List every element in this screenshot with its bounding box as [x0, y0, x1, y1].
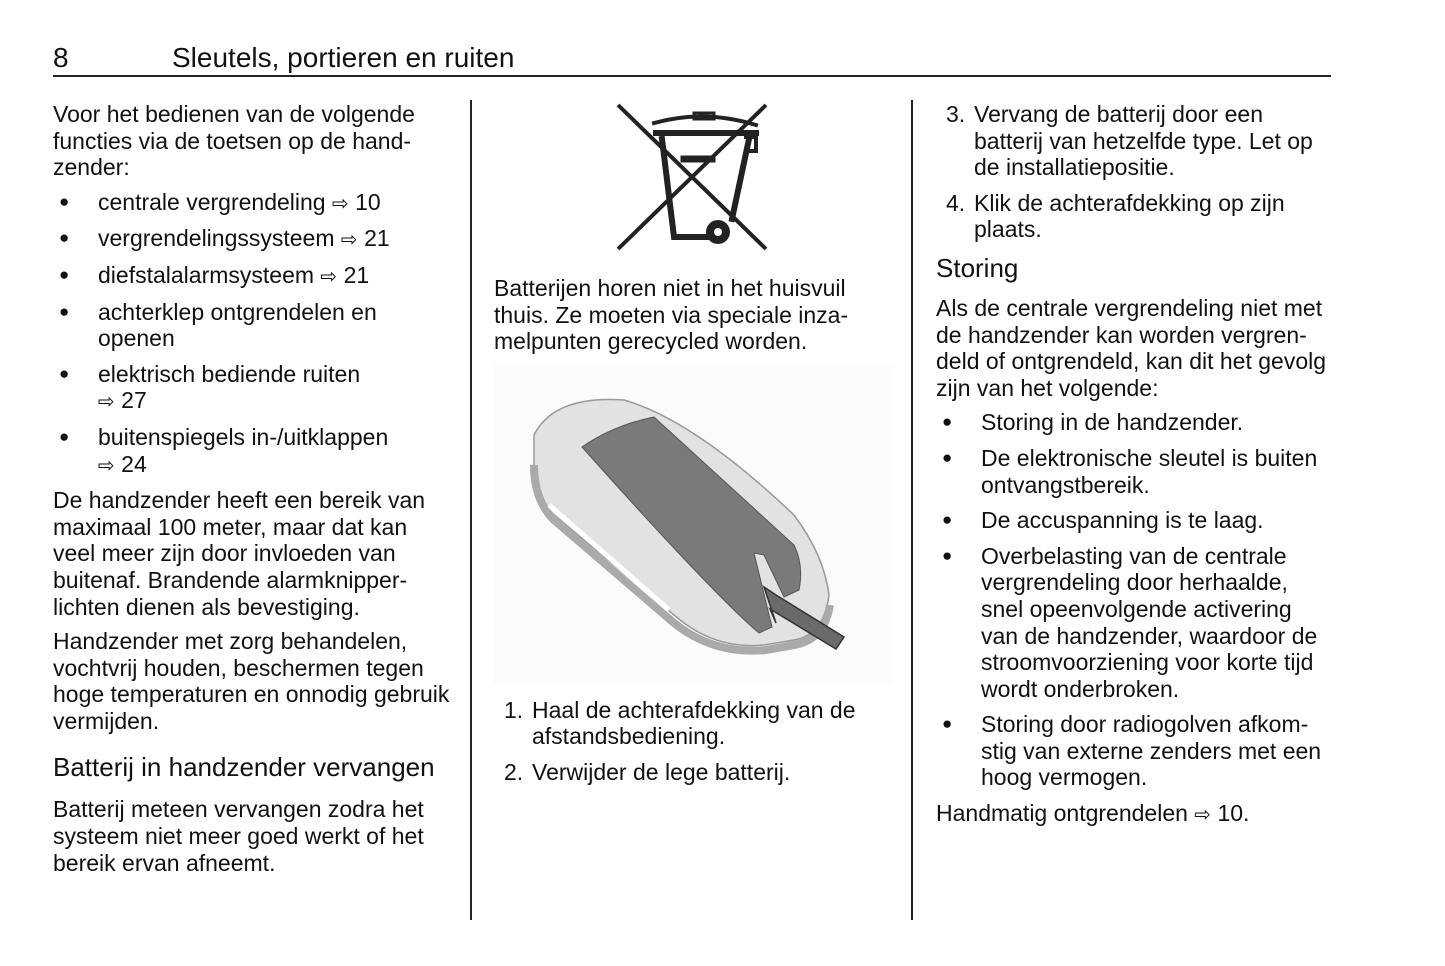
arrow-ref-icon: ⇨ — [320, 263, 338, 288]
steps-list — [936, 101, 1334, 243]
section-heading: Batterij in handzender vervangen — [53, 752, 435, 783]
list-item: 2. Verwijder de lege batterij. — [504, 758, 791, 785]
arrow-ref-icon: ⇨ — [1194, 802, 1212, 827]
arrow-ref-icon: ⇨ — [98, 452, 115, 477]
steps-list — [494, 697, 894, 786]
list-item: ● De elektronische sleutel is buiten ontvangstbereik. — [936, 445, 1334, 498]
storing-intro: Als de centrale vergrendeling niet met de handzender kan worden vergrendeld of ontgrendeld, kan dit het gevolg zijn van het volgende: — [936, 294, 1327, 401]
page-reference[interactable]: ⇨ 10. — [1194, 800, 1250, 827]
list-item: 4. Klik de achterafdekking op zijn plaats. — [946, 189, 1285, 243]
crossed-bin-recycle-icon — [494, 101, 894, 261]
list-item: ● De accuspanning is te laag. — [936, 507, 1334, 534]
page-number: 8 — [53, 42, 69, 73]
list-item: 1. Haal de achterafdekking van de afstandsbediening. — [504, 696, 856, 750]
list-item: ● vergrendelingssysteem ⇨ 21 — [53, 225, 451, 253]
list-item: ● centrale vergrendeling ⇨ 10 — [53, 189, 451, 217]
page-reference[interactable]: ⇨ 24 — [98, 450, 147, 477]
function-list — [53, 189, 451, 478]
list-item: ● diefstalalarmsysteem ⇨ 21 — [53, 262, 451, 290]
key-fob-battery-illustration — [494, 365, 892, 685]
list-item: ● Storing door radiogolven afkomstig van externe zenders met een hoog vermogen. — [936, 711, 1334, 791]
column-2 — [494, 101, 894, 795]
range-text: De handzender heeft een bereik van maximaal 100 meter, maar dat kan veel meer zijn door invloeden van buitenaf. Brandende alarmknipperlichten dienen als bevestiging. — [53, 487, 426, 620]
arrow-ref-icon: ⇨ — [340, 227, 358, 252]
list-item: ● Storing in de handzender. — [936, 409, 1334, 436]
list-item: ● buitenspiegels in-/uitklappen ⇨ 24 — [53, 424, 451, 478]
page-reference[interactable]: ⇨ 27 — [98, 387, 147, 414]
column-divider — [470, 100, 472, 920]
header-rule — [53, 75, 1331, 77]
column-divider — [911, 100, 913, 920]
page-reference[interactable]: ⇨ 21 — [320, 261, 370, 288]
list-item: ● achterklep ontgrendelen en openen — [53, 299, 451, 352]
manual-unlock-text: Handmatig ontgrendelen ⇨ 10. — [936, 800, 1250, 827]
section-heading: Storing — [936, 252, 1019, 283]
column-3 — [936, 101, 1334, 836]
page-reference[interactable]: ⇨ 21 — [340, 225, 390, 252]
page-reference[interactable]: ⇨ 10 — [331, 188, 381, 215]
list-item: ● Overbelasting van de centrale vergrendeling door herhaalde, snel opeenvolgende activering van de handzender, waardoor de stroomvoorziening voor korte tijd wordt onderbroken. — [936, 543, 1334, 703]
care-text: Handzender met zorg behandelen, vochtvrij houden, beschermen tegen hoge temperaturen en onnodig gebruik vermijden. — [53, 628, 450, 734]
arrow-ref-icon: ⇨ — [98, 389, 115, 414]
list-item: 3. Vervang de batterij door een batterij van hetzelfde type. Let op de installatiepositie. — [946, 101, 1313, 181]
storing-list — [936, 409, 1334, 791]
column-1 — [53, 101, 451, 884]
replace-text: Batterij meteen vervangen zodra het systeem niet meer goed werkt of het bereik ervan afneemt. — [53, 796, 424, 876]
arrow-ref-icon: ⇨ — [331, 190, 349, 215]
list-item: ● elektrisch bediende ruiten ⇨ 27 — [53, 361, 451, 415]
intro-text: Voor het bedienen van de volgende functies via de toetsen op de handzender: — [53, 101, 415, 181]
page-title: Sleutels, portieren en ruiten — [172, 42, 515, 73]
recycle-text: Batterijen horen niet in het huisvuil thuis. Ze moeten via speciale inzamelpunten gerecycled worden. — [494, 275, 849, 355]
